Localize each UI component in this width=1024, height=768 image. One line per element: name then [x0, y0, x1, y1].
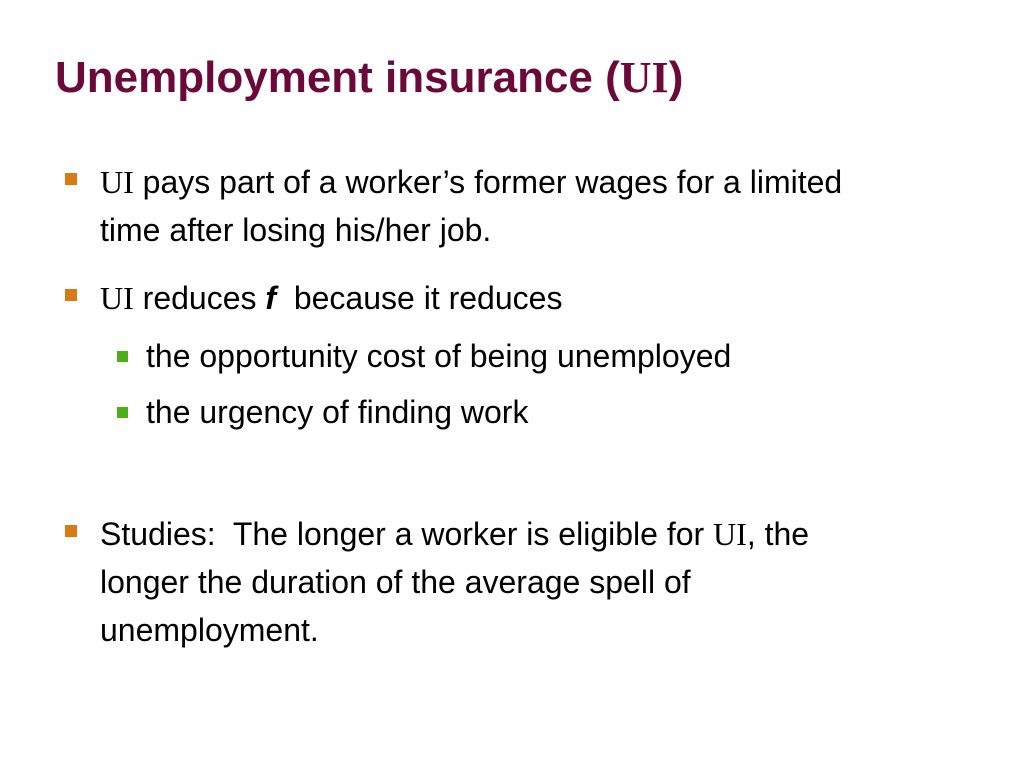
bullet-studies — [100, 510, 900, 654]
title-close: ) — [668, 53, 684, 102]
slide-title — [55, 50, 683, 106]
sub-bullet-text: the opportunity cost of being unemployed — [146, 338, 732, 374]
bullet-ui-reduces-f — [100, 274, 900, 322]
bullet-abbr: UI — [713, 516, 747, 552]
bullet-text-before: Studies: The longer a worker is eligible for — [100, 516, 714, 552]
sub-bullet-square-icon — [117, 407, 128, 418]
sub-bullet-square-icon — [117, 351, 128, 362]
title-abbr: UI — [619, 53, 669, 102]
bullet-square-icon — [65, 525, 77, 537]
bullet-text-before: reduces — [133, 280, 266, 316]
bullet-text-after: because it reduces — [276, 280, 563, 316]
sub-bullet-opportunity-cost — [146, 332, 906, 380]
bullet-ui-pays — [100, 158, 900, 254]
bullet-square-icon — [65, 173, 77, 185]
bullet-square-icon — [65, 289, 77, 301]
bullet-text-after: , the longer the duration of the average spell of unemployment. — [100, 516, 810, 648]
bullet-abbr: UI — [100, 164, 134, 200]
bullet-variable-f: f — [265, 280, 277, 316]
sub-bullet-urgency — [146, 388, 906, 436]
bullet-abbr: UI — [100, 280, 134, 316]
title-text: Unemployment insurance ( — [55, 53, 620, 102]
bullet-text: pays part of a worker’s former wages for a limited time after losing his/her job. — [100, 164, 843, 248]
sub-bullet-text: the urgency of finding work — [146, 394, 529, 430]
